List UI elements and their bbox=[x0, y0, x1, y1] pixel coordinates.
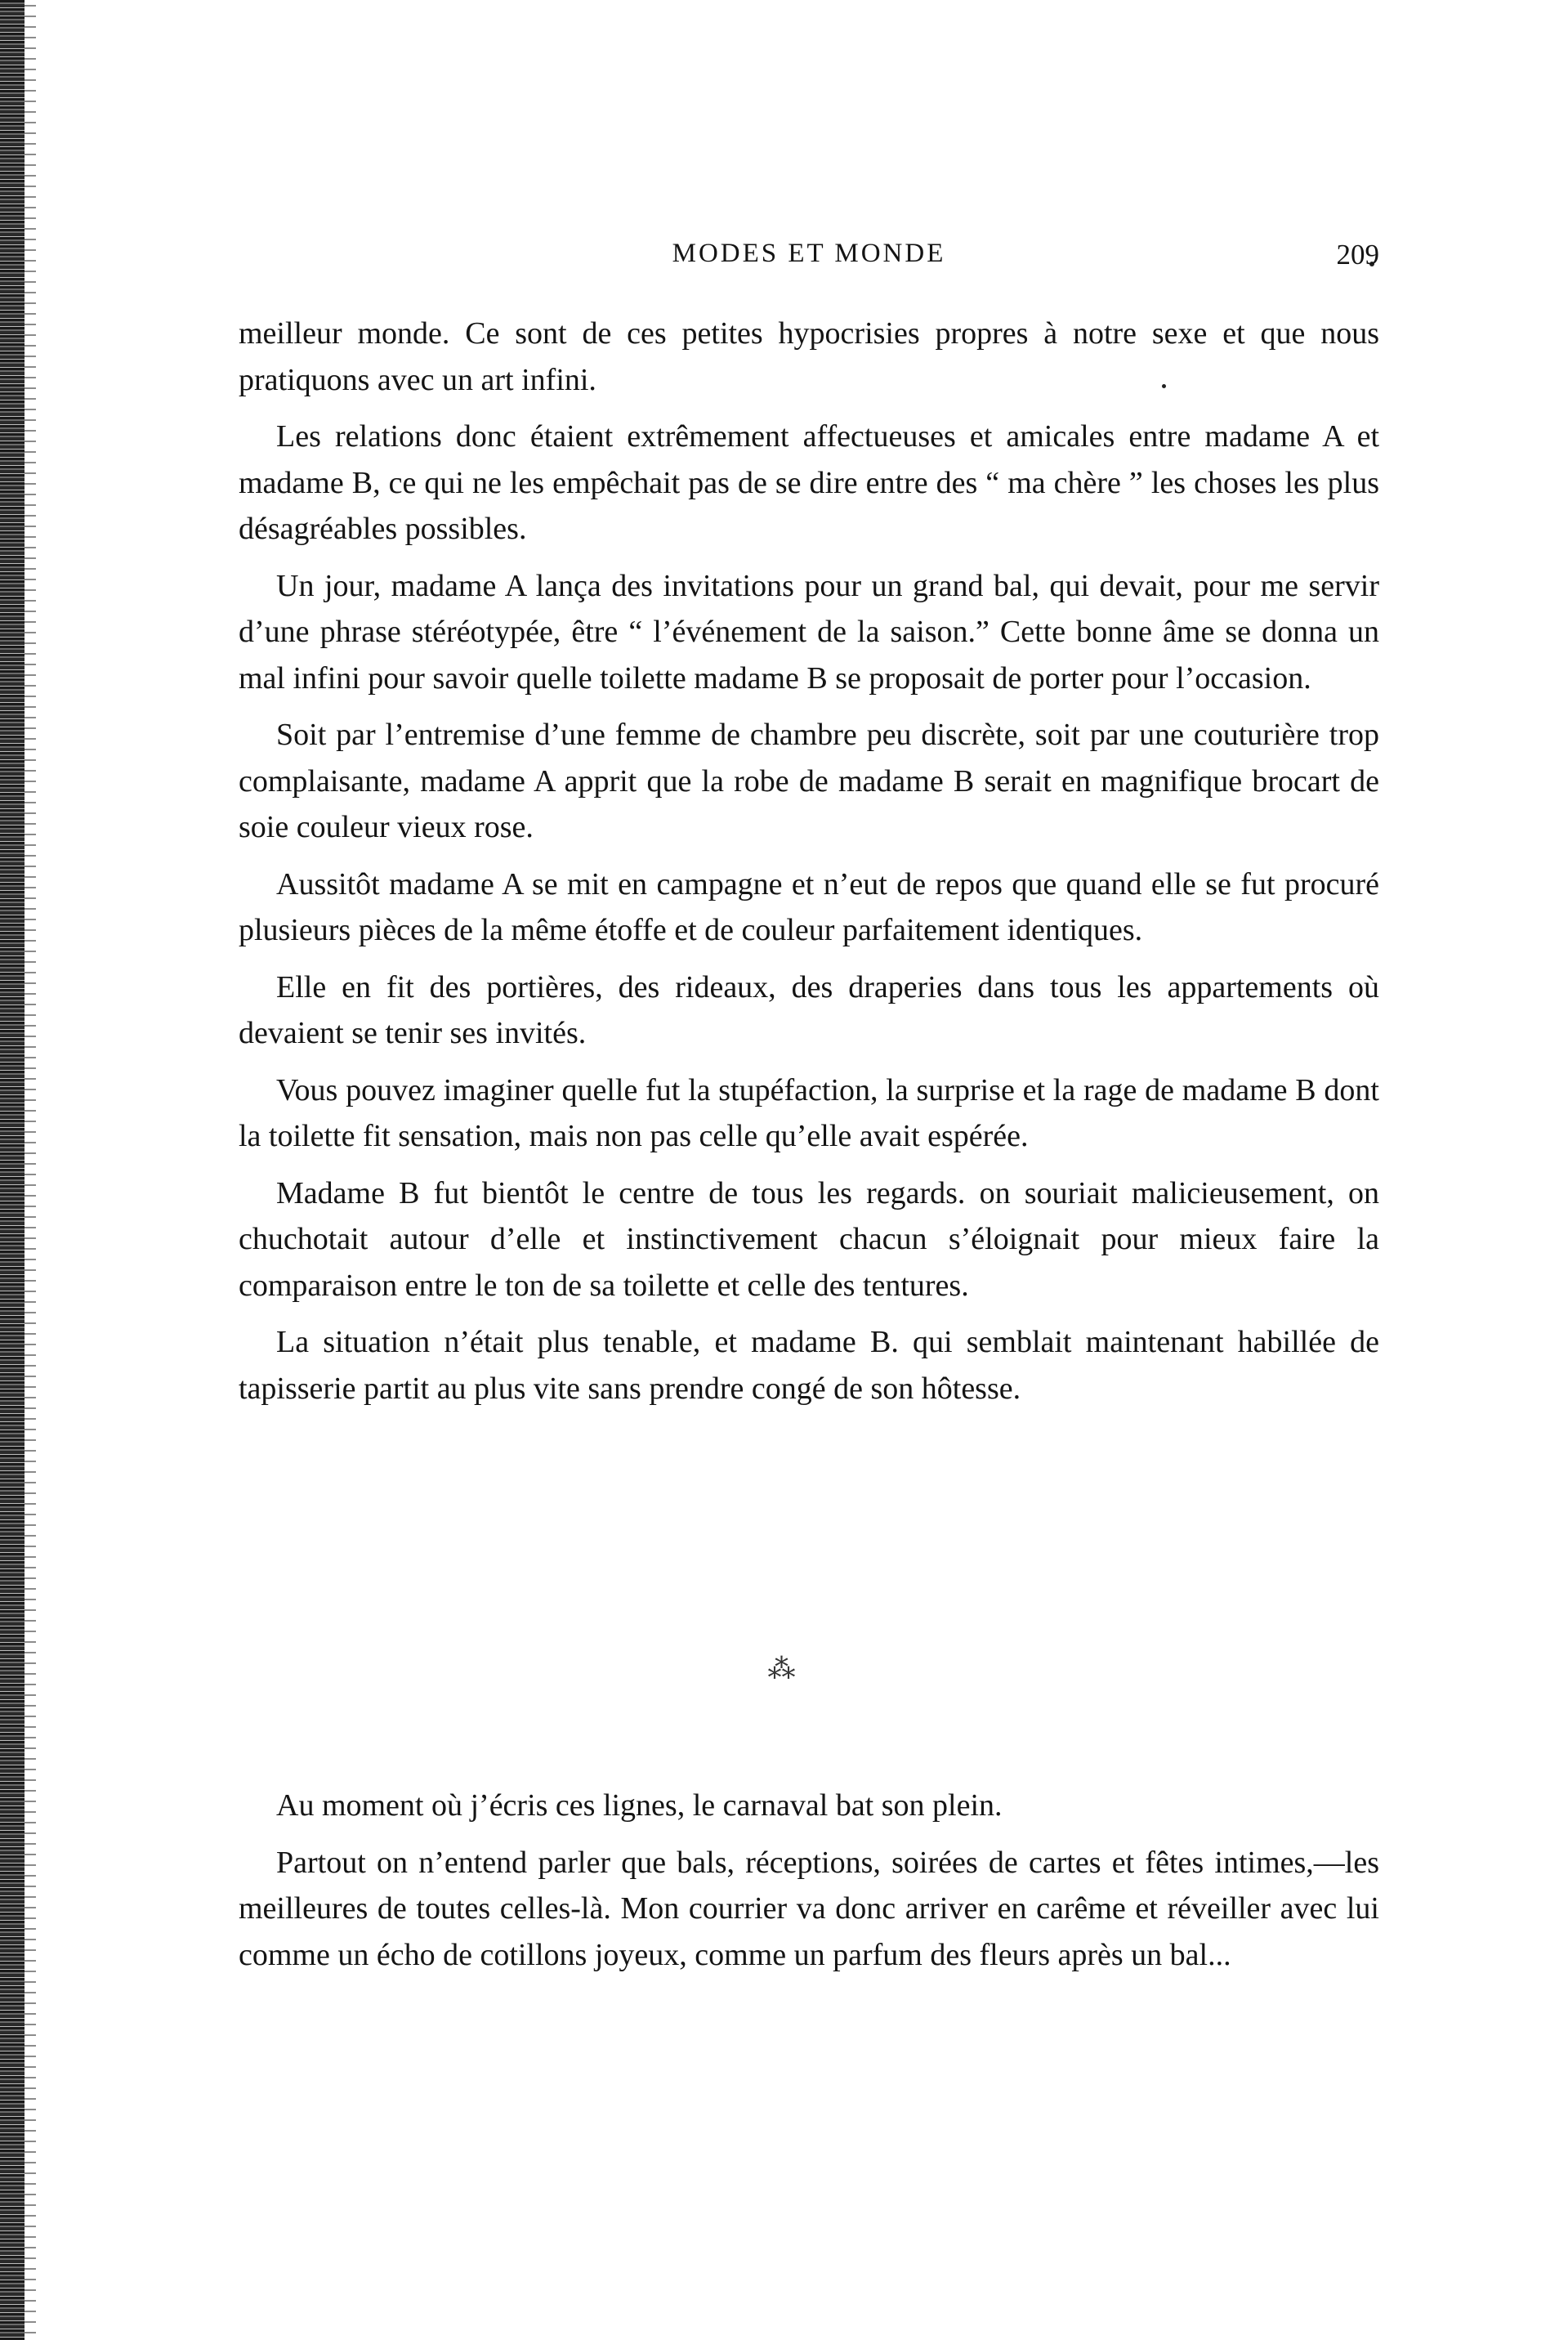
page-number: 209 bbox=[1336, 239, 1379, 271]
page-binding-edge bbox=[0, 0, 36, 2340]
paragraph: Madame B fut bientôt le centre de tous les regards. on souriait malicieusement, on chuchotait autour d’elle et instinctivement chacun s’éloignait pour mieux faire la comparaison entre le ton de sa toilette et celle des tentures. bbox=[239, 1175, 1379, 1303]
body-text-continued bbox=[239, 1783, 1379, 1989]
paragraph: La situation n’était plus tenable, et madame B. qui semblait maintenant habillée de tapisserie partit au plus vite sans prendre congé de son hôtesse. bbox=[239, 1325, 1379, 1406]
paragraph: Vous pouvez imaginer quelle fut la stupéfaction, la surprise et la rage de madame B dont la toilette fit sensation, mais non pas celle qu’elle avait espérée. bbox=[239, 1072, 1379, 1153]
paragraph: Soit par l’entremise d’une femme de chambre peu discrète, soit par une couturière trop complaisante, madame A apprit que la robe de madame B serait en magnifique brocart de soie couleur vieux rose. bbox=[239, 718, 1379, 844]
paragraph: Un jour, madame A lança des invitations pour un grand bal, qui devait, pour me servir d’une phrase stéréotypée, être “ l’événement de la saison.” Cette bonne âme se donna un mal infini pour savoir quelle toilette madame B se proposait de porter pour l’occasion. bbox=[239, 568, 1379, 696]
paragraph: Aussitôt madame A se mit en campagne et n’eut de repos que quand elle se fut procuré plusieurs pièces de la même étoffe et de couleur parfaitement identiques. bbox=[239, 866, 1379, 947]
paragraph: Elle en fit des portières, des rideaux, des draperies dans tous les appartements où devaient se tenir ses invités. bbox=[239, 969, 1379, 1050]
paragraph: Les relations donc étaient extrêmement affectueuses et amicales entre madame A et madame B, ce qui ne les empêchait pas de se dire entre des “ ma chère ” les choses les plus désagréables possibles. bbox=[239, 419, 1379, 546]
paragraph: Au moment où j’écris ces lignes, le carnaval bat son plein. bbox=[276, 1788, 1003, 1823]
running-title: MODES ET MONDE bbox=[672, 239, 946, 268]
paragraph: meilleur monde. Ce sont de ces petites hypocrisies propres à notre sexe et que nous pratiquons avec un art infini. bbox=[239, 316, 1379, 397]
paragraph: Partout on n’entend parler que bals, réceptions, soirées de cartes et fêtes intimes,—les meilleures de toutes celles-là. Mon courrier va donc arriver en carême et réveiller avec lui comme un écho de cotillons joyeux, comme un parfum des fleurs après un bal... bbox=[239, 1845, 1379, 1972]
section-ornament: ⁂ bbox=[767, 1654, 801, 1685]
running-head bbox=[239, 239, 1379, 280]
body-text bbox=[239, 311, 1379, 1422]
